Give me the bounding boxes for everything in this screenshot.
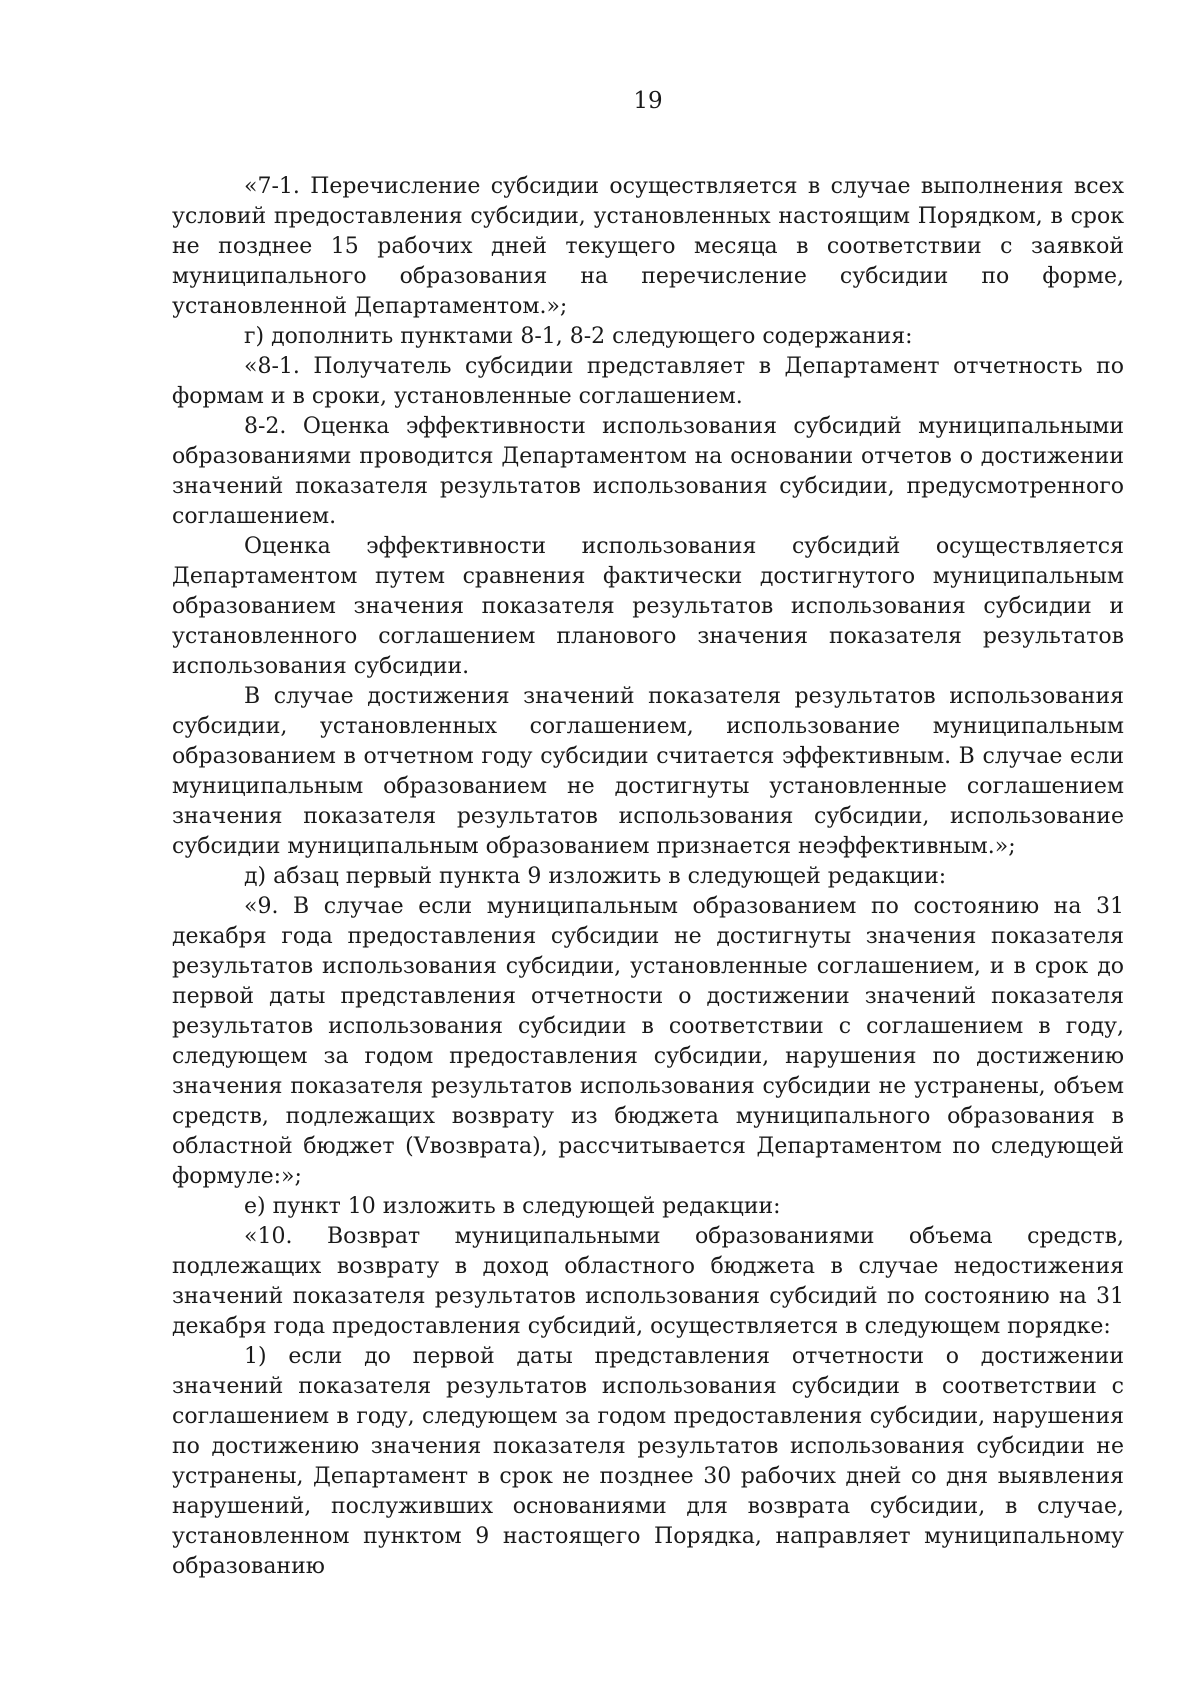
document-body <box>172 172 1124 1582</box>
page-number: 19 <box>633 88 663 114</box>
paragraph-d: д) абзац первый пункта 9 изложить в следующей редакции: <box>244 864 947 889</box>
paragraph-e: е) пункт 10 изложить в следующей редакции: <box>244 1194 781 1219</box>
paragraph-8-2: 8-2. Оценка эффективности использования субсидий муниципальными образованиями проводится Департаментом на основании отчетов о достижении значений показателя результатов использования субсидии, предусмотренного соглашением. <box>172 414 1124 529</box>
paragraph-8-1: «8-1. Получатель субсидии представляет в Департамент отчетность по формам и в сроки, установленные соглашением. <box>172 354 1124 409</box>
paragraph-effectiveness: В случае достижения значений показателя результатов использования субсидии, установленных соглашением, использование муниципальным образованием в отчетном году субсидии считается эффективным. В случае если муниципальным образованием не достигнуты установленные соглашением значения показателя результатов использования субсидии, использование субсидии муниципальным образованием признается неэффективным.»; <box>172 684 1124 859</box>
paragraph-10-1: 1) если до первой даты представления отчетности о достижении значений показателя результатов использования субсидии в соответствии с соглашением в году, следующем за годом предоставления субсидии, нарушения по достижению значения показателя результатов использования субсидии не устранены, Департамент в срок не позднее 30 рабочих дней со дня выявления нарушений, послуживших основаниями для возврата субсидии, в случае, установленном пунктом 9 настоящего Порядка, направляет муниципальному образованию <box>172 1344 1124 1579</box>
paragraph-g: г) дополнить пунктами 8-1, 8-2 следующего содержания: <box>244 324 913 349</box>
paragraph-7-1: «7-1. Перечисление субсидии осуществляется в случае выполнения всех условий предоставления субсидии, установленных настоящим Порядком, в срок не позднее 15 рабочих дней текущего месяца в соответствии с заявкой муниципального образования на перечисление субсидии по форме, установленной Департаментом.»; <box>172 174 1124 319</box>
paragraph-10: «10. Возврат муниципальными образованиями объема средств, подлежащих возврату в доход областного бюджета в случае недостижения значений показателя результатов использования субсидий по состоянию на 31 декабря года предоставления субсидий, осуществляется в следующем порядке: <box>172 1224 1124 1339</box>
paragraph-evaluation: Оценка эффективности использования субсидий осуществляется Департаментом путем сравнения фактически достигнутого муниципальным образованием значения показателя результатов использования субсидии и установленного соглашением планового значения показателя результатов использования субсидии. <box>172 534 1124 679</box>
paragraph-9: «9. В случае если муниципальным образованием по состоянию на 31 декабря года предоставления субсидии не достигнуты значения показателя результатов использования субсидии, установленные соглашением, и в срок до первой даты представления отчетности о достижении значений показателя результатов использования субсидии в соответствии с соглашением в году, следующем за годом предоставления субсидии, нарушения по достижению значения показателя результатов использования субсидии не устранены, объем средств, подлежащих возврату из бюджета муниципального образования в областной бюджет (Vвозврата), рассчитывается Департаментом по следующей формуле:»; <box>172 894 1124 1189</box>
